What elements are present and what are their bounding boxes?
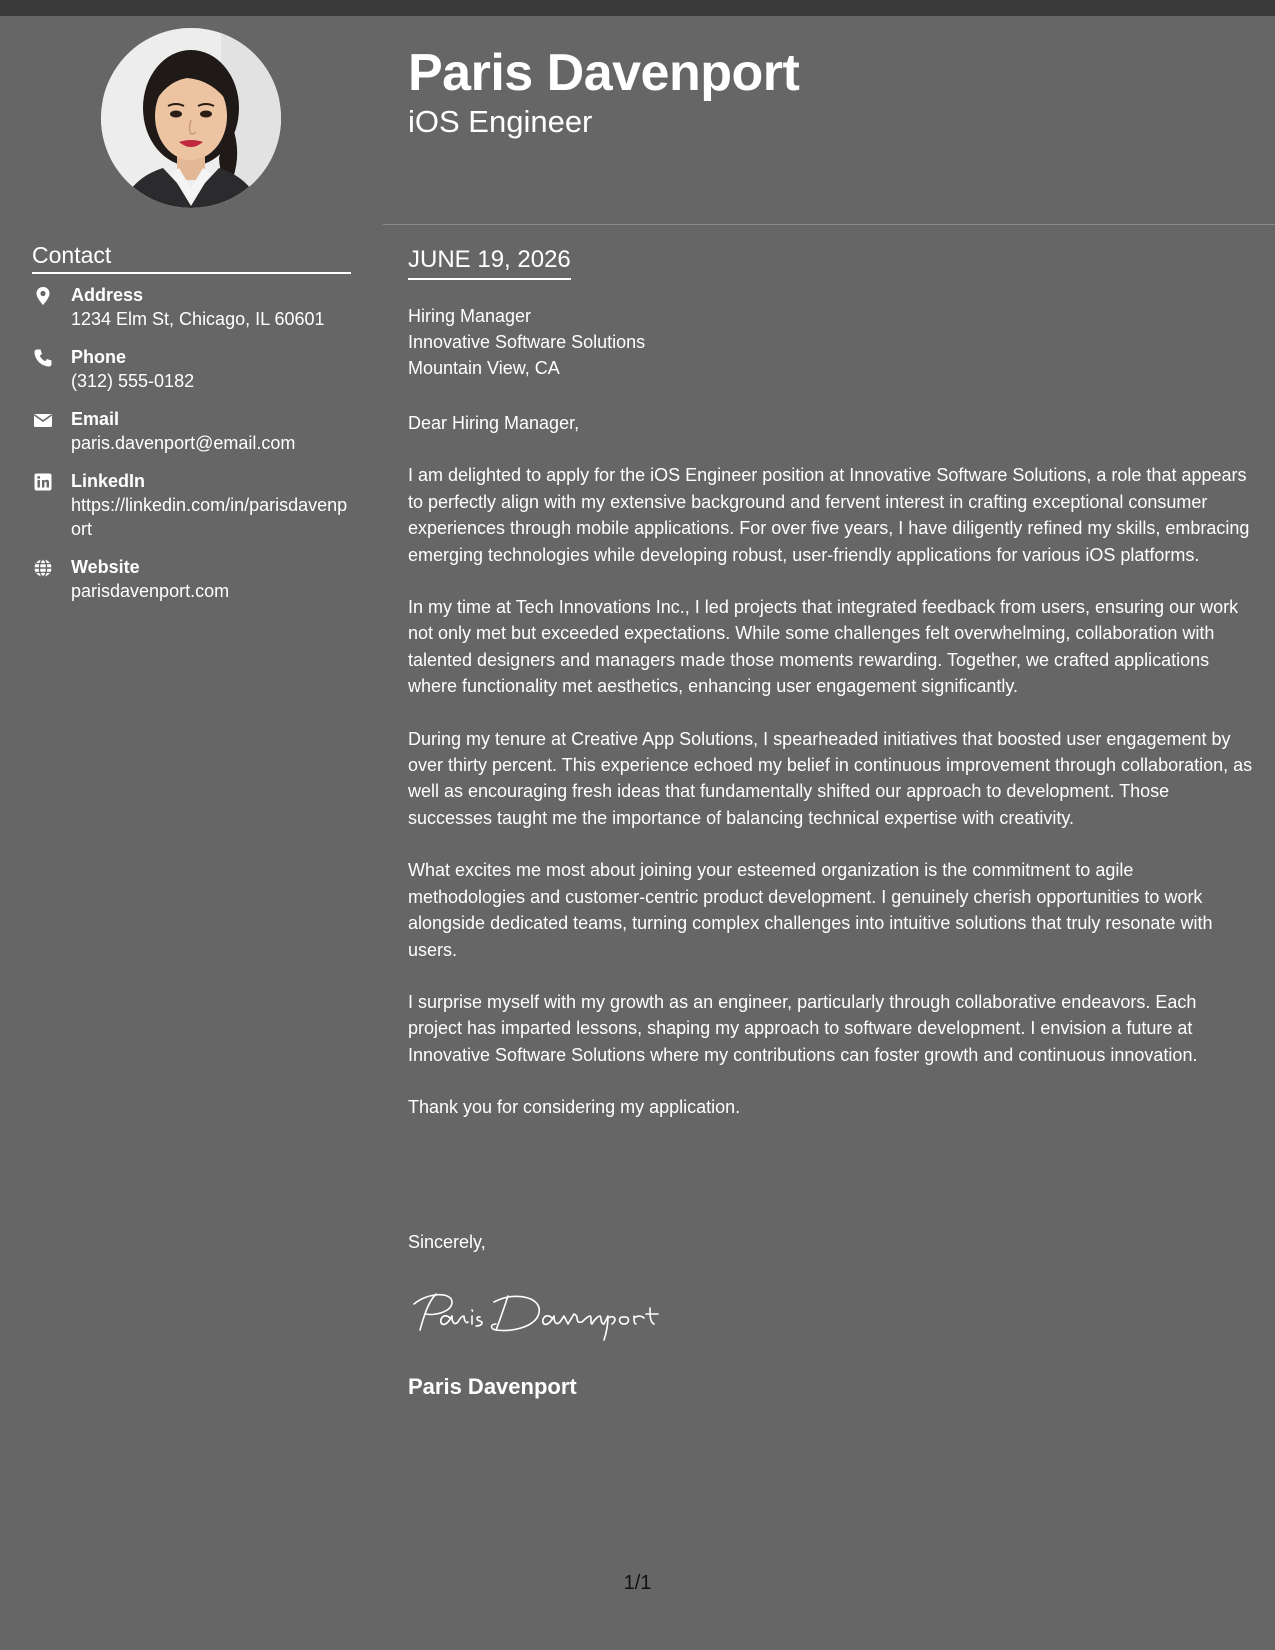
contact-label-address: Address: [71, 285, 144, 305]
recipient-line: Mountain View, CA: [408, 358, 560, 378]
recipient-block: [408, 303, 645, 381]
letter-paragraph: During my tenure at Creative App Solutions, I spearheaded initiatives that boosted user engagement by over thirty percent. This experience echoed my belief in continuous improvement through collaboration, as well as encouraging fresh ideas that fundamentally shifted our approach to development. Those successes taught me the importance of balancing technical expertise with creativity.: [408, 728, 1253, 828]
contact-value-linkedin[interactable]: https://linkedin.com/in/parisdavenport: [71, 495, 348, 539]
avatar: [101, 28, 281, 208]
linkedin-icon: [33, 472, 53, 492]
letter-paragraph: Thank you for considering my application.: [408, 1097, 741, 1118]
top-bar: [0, 0, 1275, 16]
contact-item-phone: [32, 346, 357, 393]
phone-icon: [33, 348, 53, 368]
contact-list: [32, 284, 357, 618]
letter-paragraph: What excites me most about joining your esteemed organization is the commitment to agile methodologies and customer-centric product development. I genuinely cherish opportunities to work alongside dedicated teams, turning complex challenges into intuitive solutions that truly resonate with users.: [408, 860, 1213, 960]
recipient-line: Hiring Manager: [408, 306, 532, 326]
handwritten-signature: [406, 1286, 676, 1347]
contact-label-linkedin: LinkedIn: [71, 471, 146, 491]
contact-item-website: [32, 556, 357, 603]
contact-value-email[interactable]: paris.davenport@email.com: [71, 433, 296, 453]
globe-icon: [33, 558, 53, 578]
letter-paragraph: I surprise myself with my growth as an engineer, particularly through collaborative endeavors. Each project has imparted lessons, shaping my approach to software development. I envision a future at Innovative Software Solutions where my contributions can foster growth and continuous innovation.: [408, 991, 1198, 1065]
contact-value-phone: (312) 555-0182: [71, 371, 195, 391]
contact-item-email: [32, 408, 357, 455]
envelope-icon: [33, 410, 53, 430]
contact-heading: Contact: [32, 240, 351, 274]
contact-value-address: 1234 Elm St, Chicago, IL 60601: [71, 309, 325, 329]
letter-paragraph: I am delighted to apply for the iOS Engineer position at Innovative Software Solutions, a role that appears to perfectly align with my extensive background and fervent interest in crafting exceptional consumer experiences through mobile applications. For over five years, I have diligently refined my skills, embracing emerging technologies while developing robust, user-friendly applications for various iOS platforms.: [408, 465, 1250, 565]
signed-name: Paris Davenport: [408, 1374, 577, 1399]
recipient-line: Innovative Software Solutions: [408, 332, 646, 352]
letter-paragraph: In my time at Tech Innovations Inc., I led projects that integrated feedback from users, ensuring our work not only met but exceeded expectations. While some challenges felt overwhelming, collaboration with talented designers and managers made those moments rewarding. Together, we crafted applications where functionality met aesthetics, enhancing user engagement significantly.: [408, 597, 1239, 697]
closing: Sincerely,: [408, 1232, 486, 1252]
contact-item-linkedin: [32, 470, 357, 541]
header-divider: [383, 224, 1275, 225]
contact-item-address: [32, 284, 357, 331]
salutation: Dear Hiring Manager,: [408, 413, 580, 433]
job-title: iOS Engineer: [408, 104, 593, 139]
map-pin-icon: [33, 286, 53, 306]
contact-value-website[interactable]: parisdavenport.com: [71, 581, 230, 601]
contact-label-phone: Phone: [71, 347, 127, 367]
letter-date: JUNE 19, 2026: [408, 244, 571, 280]
contact-label-email: Email: [71, 409, 120, 429]
letter-body: [408, 410, 1253, 1147]
contact-label-website: Website: [71, 557, 140, 577]
candidate-name: Paris Davenport: [408, 44, 800, 102]
page-number: 1/1: [623, 1572, 652, 1594]
